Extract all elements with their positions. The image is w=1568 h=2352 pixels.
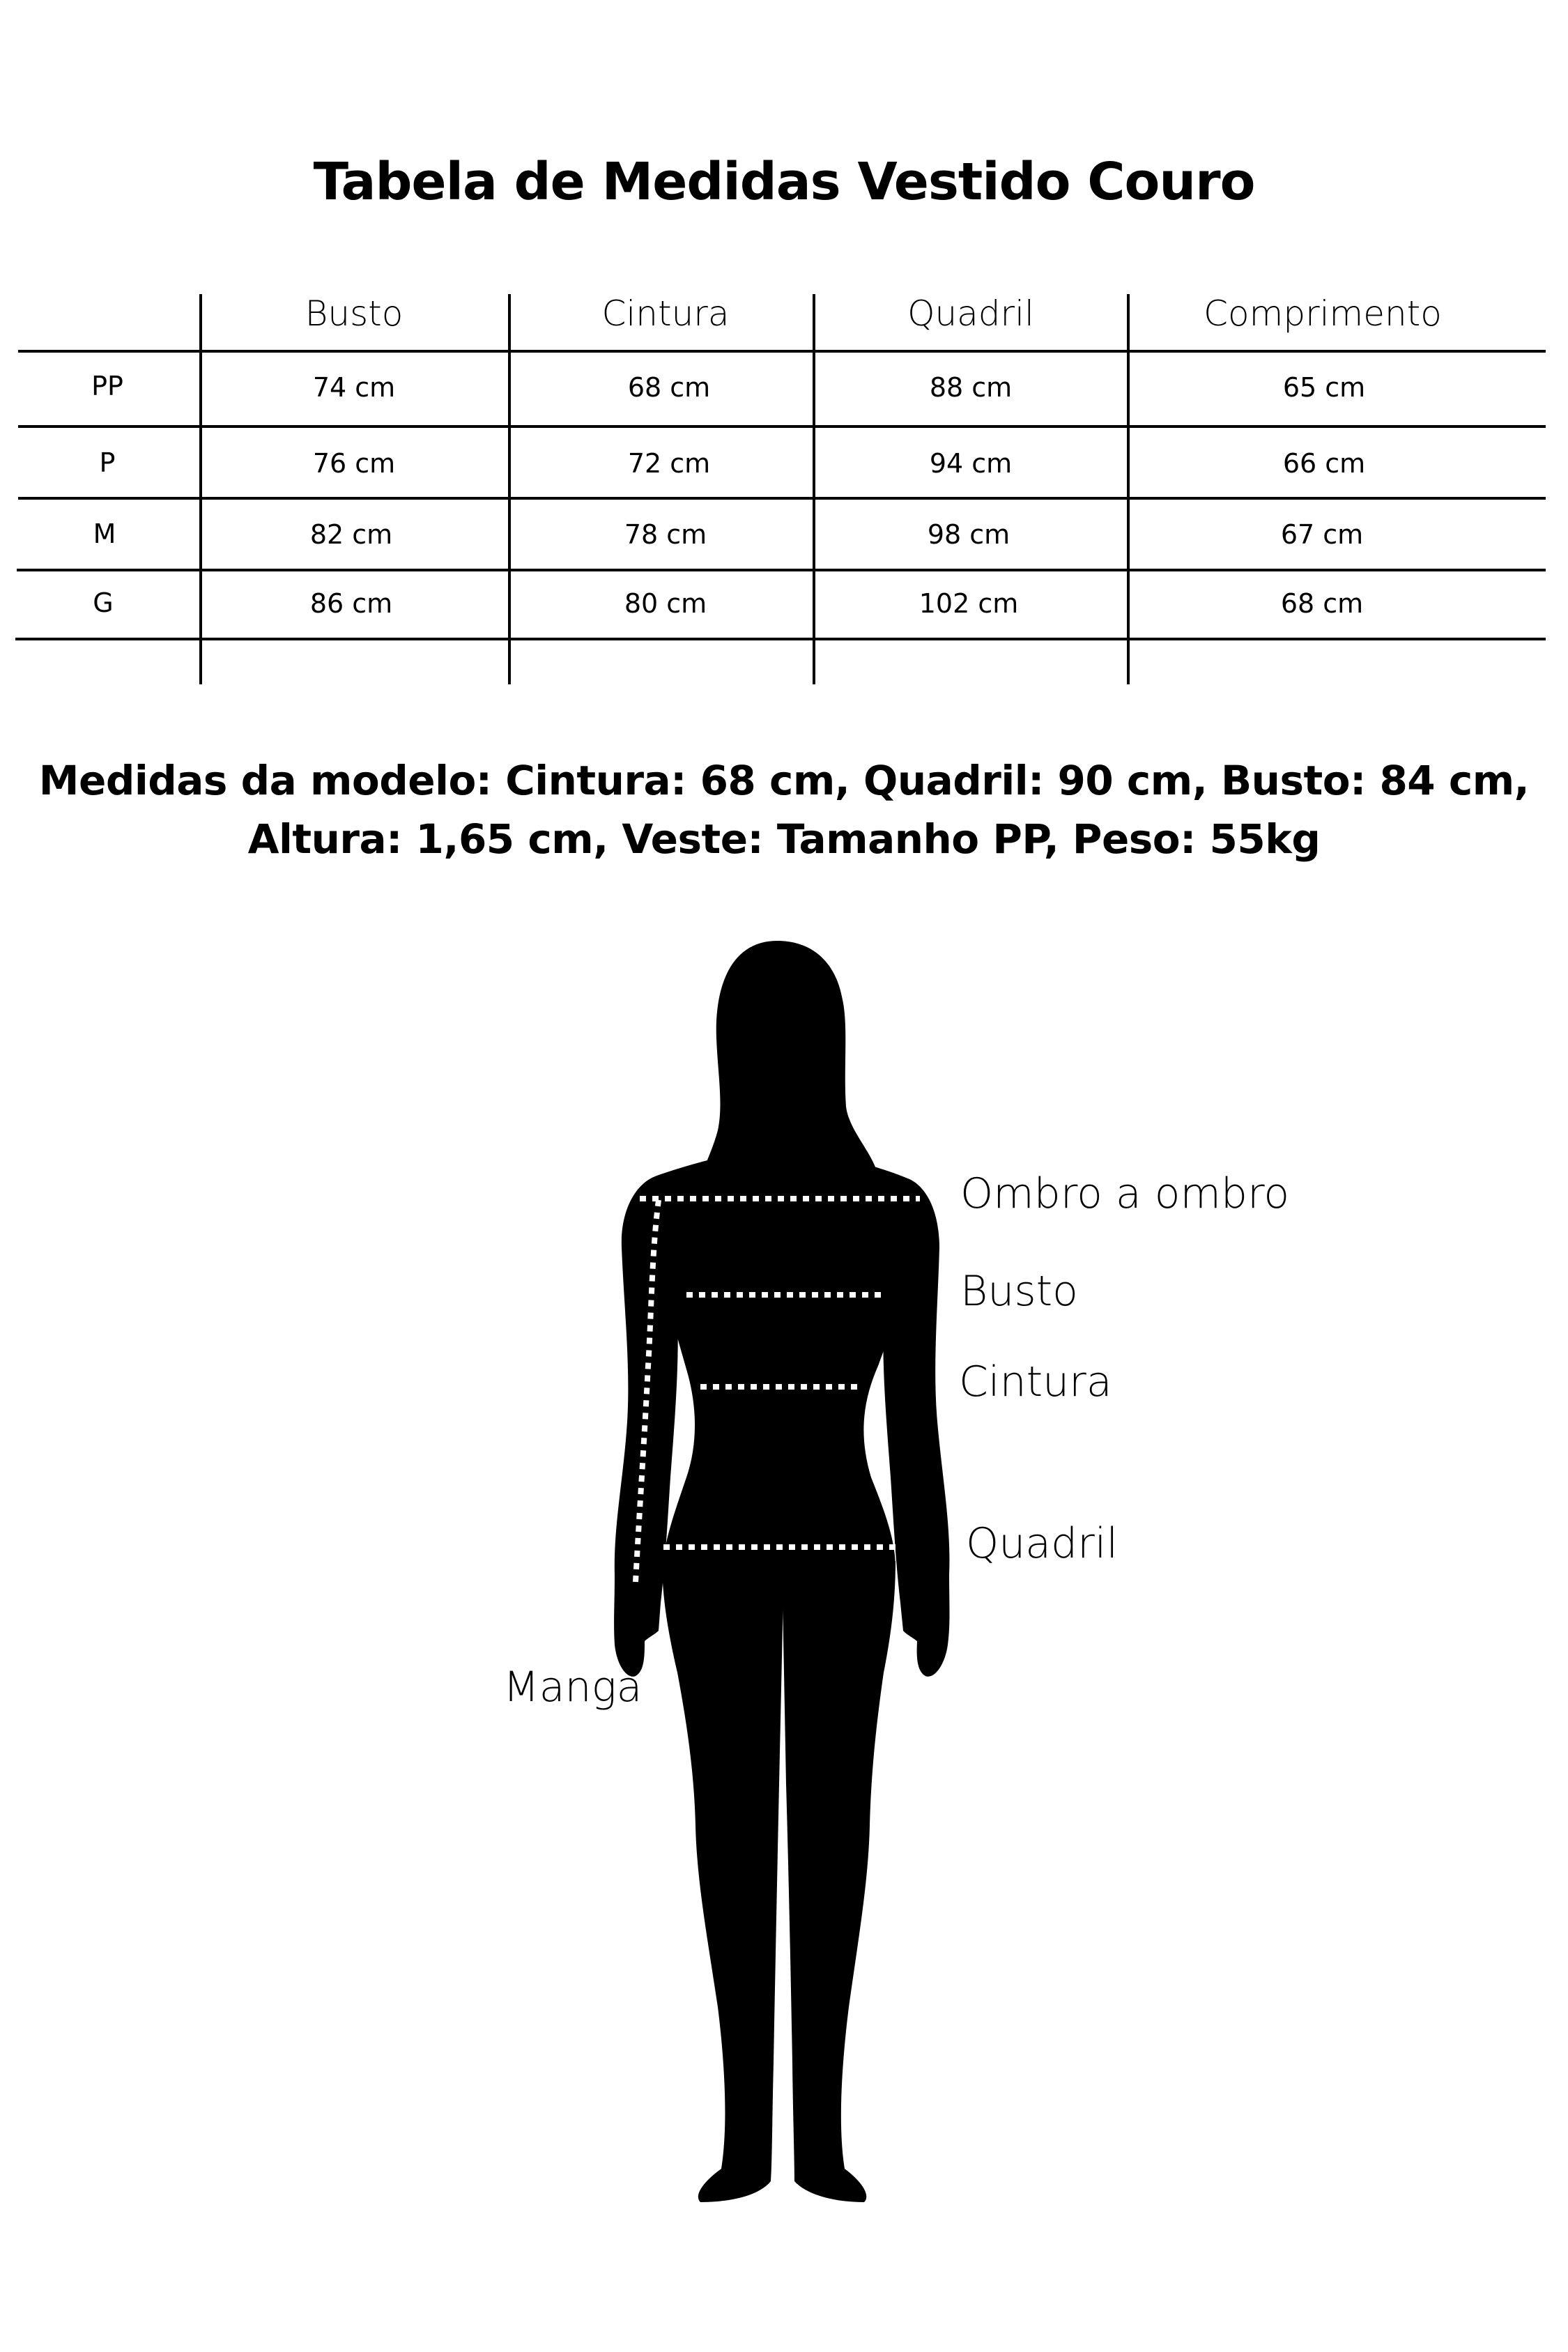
table-row-m-size: M xyxy=(93,518,116,549)
label-ombro-a-ombro: Ombro a ombro xyxy=(960,1169,1290,1218)
table-row-pp-comprimento: 65 cm xyxy=(1282,372,1366,403)
table-row-g-cintura: 80 cm xyxy=(624,588,707,619)
header-cintura: Cintura xyxy=(601,293,730,334)
table-row-g-quadril: 102 cm xyxy=(918,588,1019,619)
table-row-g-busto: 86 cm xyxy=(309,588,393,619)
table-row-m-comprimento: 67 cm xyxy=(1280,519,1364,550)
table-row-pp-busto: 74 cm xyxy=(312,372,396,403)
header-comprimento: Comprimento xyxy=(1204,293,1442,334)
table-row-g-comprimento: 68 cm xyxy=(1280,588,1364,619)
table-row-m-quadril: 98 cm xyxy=(927,519,1010,550)
table-row-p-quadril: 94 cm xyxy=(929,448,1013,479)
model-measurements-line-2: Altura: 1,65 cm, Veste: Tamanho PP, Peso: 55kg xyxy=(247,815,1321,863)
header-quadril: Quadril xyxy=(907,293,1034,334)
table-row-pp-cintura: 68 cm xyxy=(627,372,711,403)
page-title: Tabela de Medidas Vestido Couro xyxy=(313,152,1255,212)
table-row-p-busto: 76 cm xyxy=(312,448,396,479)
table-row-pp-size: PP xyxy=(91,371,123,401)
model-measurements-line-1: Medidas da modelo: Cintura: 68 cm, Quadril: 90 cm, Busto: 84 cm, xyxy=(38,757,1530,804)
table-row-p-cintura: 72 cm xyxy=(627,448,711,479)
table-row-m-cintura: 78 cm xyxy=(624,519,707,550)
table-row-pp-quadril: 88 cm xyxy=(929,372,1013,403)
label-manga: Manga xyxy=(503,1663,643,1712)
woman-silhouette-icon xyxy=(614,941,949,2202)
label-busto: Busto xyxy=(960,1267,1078,1316)
table-row-p-comprimento: 66 cm xyxy=(1282,448,1366,479)
label-cintura: Cintura xyxy=(959,1358,1112,1406)
label-quadril: Quadril xyxy=(966,1519,1119,1568)
table-row-p-size: P xyxy=(99,447,116,478)
table-row-m-busto: 82 cm xyxy=(309,519,393,550)
header-busto: Busto xyxy=(305,293,403,334)
table-row-g-size: G xyxy=(93,587,114,618)
